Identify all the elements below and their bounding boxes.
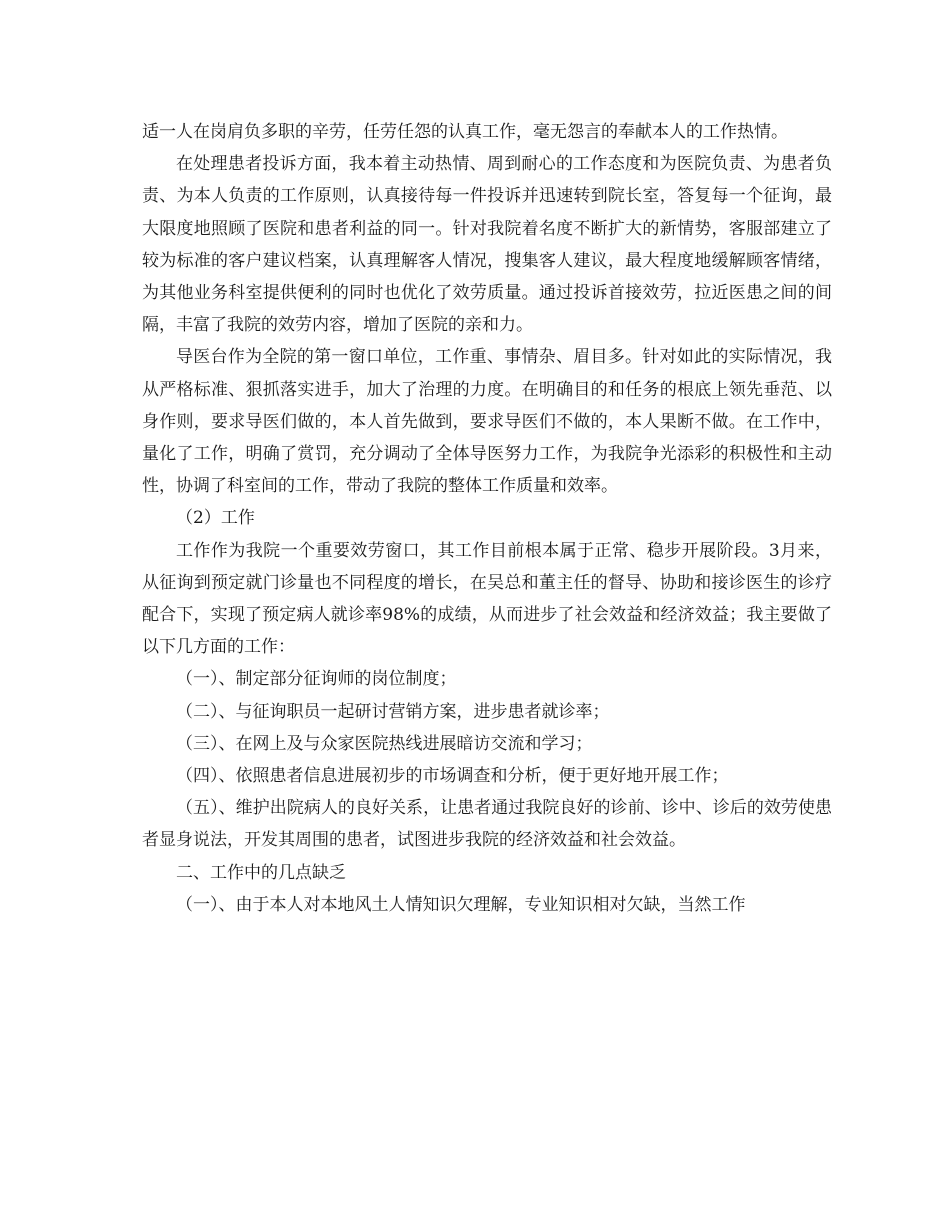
paragraph-continuation: 适一人在岗肩负多职的辛劳，任劳任怨的认真工作，毫无怨言的奉献本人的工作热情。 bbox=[142, 122, 788, 142]
list-item: （四）、依照患者信息进展初步的市场调查和分析，便于更好地开展工作； bbox=[176, 766, 729, 787]
list-item: （五）、维护出院病人的良好关系，让患者通过我院良好的诊前、诊中、诊后的效劳使患者显身说法，开发其周围的患者，试图进步我院的经济效益和社会效益。 bbox=[142, 798, 832, 851]
list-item: （三）、在网上及与众家医院热线进展暗访交流和学习； bbox=[176, 733, 593, 754]
section-heading-work: （2）工作 bbox=[176, 508, 255, 529]
paragraph-work-summary: 工作作为我院一个重要效劳窗口，其工作目前根本属于正常、稳步开展阶段。3月来，从征询到预定就门诊量也不同程度的增长，在吴总和董主任的督导、协助和接诊医生的诊疗配合下，实现了预定病人就诊率98%的成绩，从而进步了社会效益和经济效益；我主要做了以下几方面的工作： bbox=[142, 540, 832, 658]
section-heading-shortcomings: 二、工作中的几点缺乏 bbox=[176, 862, 346, 883]
list-item: （一）、由于本人对本地风土人情知识欠理解，专业知识相对欠缺，当然工作 bbox=[176, 894, 746, 915]
document-body bbox=[142, 116, 832, 921]
list-item: （二）、与征询职员一起研讨营销方案，进步患者就诊率； bbox=[176, 701, 610, 722]
paragraph-guide-desk: 导医台作为全院的第一窗口单位，工作重、事情杂、眉目多。针对如此的实际情况，我从严格标准、狠抓落实进手，加大了治理的力度。在明确目的和任务的根底上领先垂范、以身作则，要求导医们做的，本人首先做到，要求导医们不做的，本人果断不做。在工作中，量化了工作，明确了赏罚，充分调动了全体导医努力工作，为我院争光添彩的积极性和主动性，协调了科室间的工作，带动了我院的整体工作质量和效率。 bbox=[142, 347, 832, 497]
list-item: （一）、制定部分征询师的岗位制度； bbox=[176, 669, 457, 690]
paragraph-complaint-handling: 在处理患者投诉方面，我本着主动热情、周到耐心的工作态度和为医院负责、为患者负责、为本人负责的工作原则，认真接待每一件投诉并迅速转到院长室，答复每一个征询，最大限度地照顾了医院和患者利益的同一。针对我院着名度不断扩大的新情势，客服部建立了较为标准的客户建议档案，认真理解客人情况，搜集客人建议，最大程度地缓解顾客情绪，为其他业务科室提供便利的同时也优化了效劳质量。通过投诉首接效劳，拉近医患之间的间隔，丰富了我院的效劳内容，增加了医院的亲和力。 bbox=[142, 154, 832, 336]
